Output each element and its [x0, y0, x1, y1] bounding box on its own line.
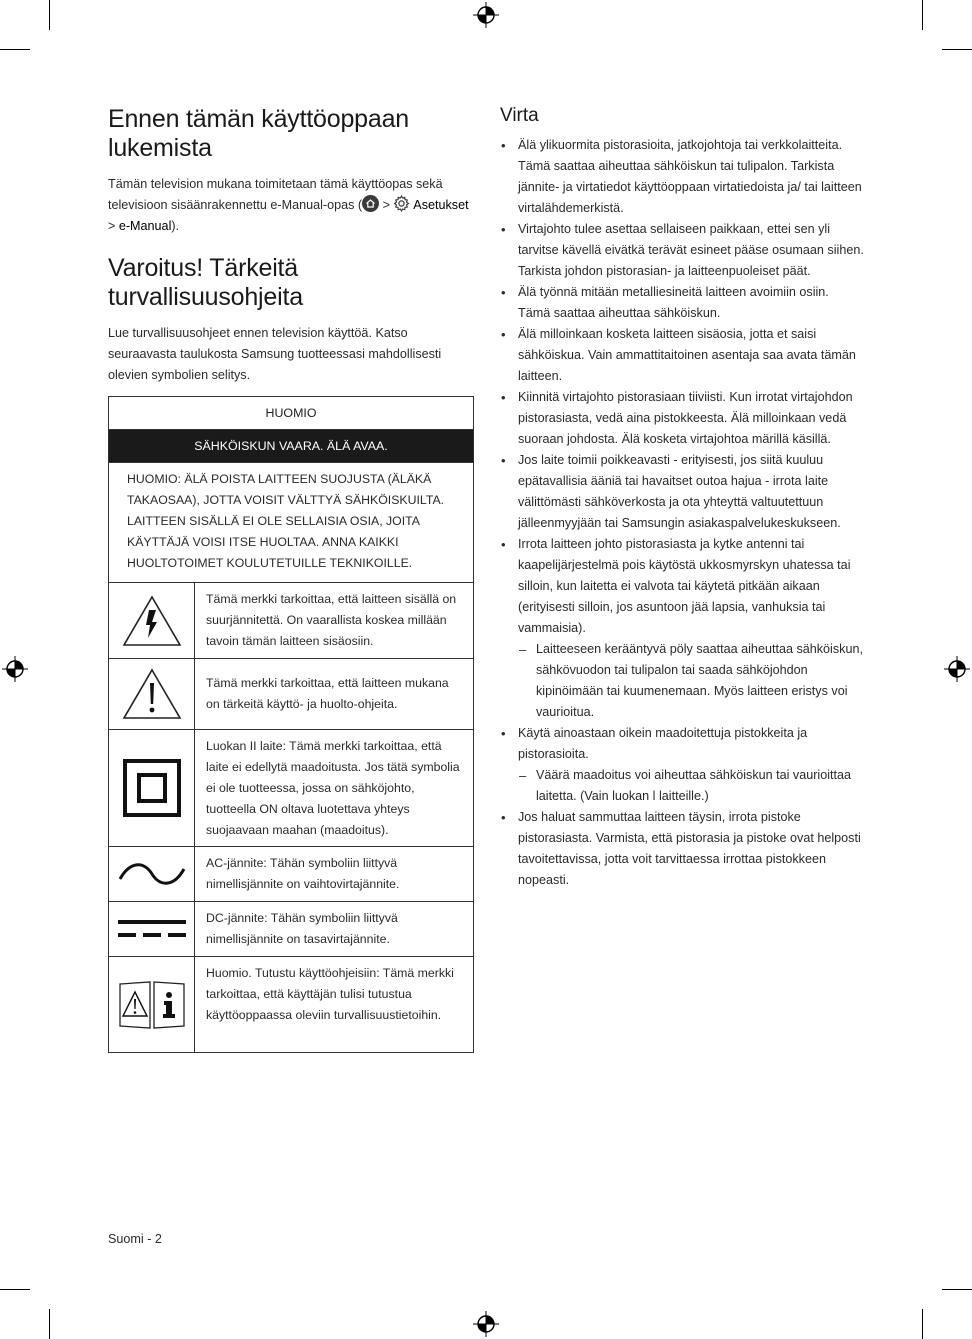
power-bullet-list — [500, 135, 864, 891]
section-title-warning: Varoitus! Tärkeitä turvallisuusohjeita — [108, 254, 303, 311]
breadcrumb-arrow: > — [108, 219, 119, 233]
table-row-text: Tämä merkki tarkoittaa, että laitteen sisällä on suurjännitettä. On vaarallista koskea millään tavoin tämän laitteen sisäosiin. — [206, 592, 457, 648]
list-item: • Jos laite toimii poikkeavasti - erityisesti, jos siitä kuuluu epätavallisia ääniä tai havaitset outoa hajua - irrota laite välittömästi sähköverkosta ja ota yhteyttä valtuutettuun jälleenmyyjään tai Samsungin asiakaspalvelukeskukseen. — [500, 450, 864, 534]
section-title-manual: Ennen tämän käyttöoppaan lukemista — [108, 105, 409, 162]
home-icon — [362, 195, 379, 212]
crop-mark — [922, 0, 923, 30]
class-ii-icon — [122, 758, 182, 818]
list-item: • Älä työnnä mitään metalliesineitä laitteen avoimiin osiin. Tämä saattaa aiheuttaa sähköiskun. — [500, 282, 864, 324]
ac-voltage-icon — [116, 859, 188, 889]
read-manual-icon — [117, 978, 187, 1032]
exclamation-triangle-icon — [121, 667, 183, 721]
manual-intro — [108, 174, 472, 237]
table-icon-cell — [109, 847, 195, 901]
crop-mark — [922, 1309, 923, 1339]
table-row — [109, 901, 473, 956]
table-row-text: Tämä merkki tarkoittaa, että laitteen mukana on tärkeitä käyttö- ja huolto-ohjeita. — [206, 676, 449, 711]
table-icon-cell — [109, 957, 195, 1052]
list-item: • Virtajohto tulee asettaa sellaiseen paikkaan, ettei sen yli tarvitse kävellä eivätkä terävät esineet pääse osumaan siihen. Tarkista johdon pistorasian- ja laitteenpuoleiset päät. — [500, 219, 864, 282]
dc-voltage-icon — [116, 917, 188, 941]
list-item: • Älä ylikuormita pistorasioita, jatkojohtoja tai verkkolaitteita. Tämä saattaa aiheuttaa sähköiskun tai tulipalon. Tarkista jännite- ja virtatiedot käyttöoppaan virtatiedoista ja/ tai laitteen virtalähdemerkistä. — [500, 135, 864, 219]
table-icon-cell — [109, 583, 195, 658]
intro-end: ). — [171, 219, 180, 233]
sub-bullet-list — [518, 765, 864, 807]
registration-mark-icon — [473, 2, 499, 28]
sub-list-item: – Laitteeseen kerääntyvä pöly saattaa aiheuttaa sähköiskun, sähkövuodon tai tulipalon tai saada sähköjohdon kipinöimään tai kuumenemaan. Myös laitteen eristys voi vaurioitua. — [518, 639, 864, 723]
crop-mark — [49, 0, 50, 30]
table-icon-cell — [109, 902, 195, 956]
emanual-label: e-Manual — [118, 219, 172, 233]
table-row — [109, 846, 473, 901]
section-title-power: Virta — [500, 105, 539, 126]
table-header: HUOMIO — [265, 406, 317, 420]
table-row-text: DC-jännite: Tähän symboliin liittyvä nimellisjännite on tasavirtajännite. — [206, 911, 398, 946]
crop-mark — [49, 1309, 50, 1339]
lightning-triangle-icon — [121, 594, 183, 648]
table-row — [109, 956, 473, 1052]
sub-bullet-list — [518, 639, 864, 723]
crop-mark — [0, 49, 30, 50]
settings-label: Asetukset — [413, 198, 469, 212]
crop-mark — [942, 49, 972, 50]
left-column — [108, 105, 472, 1053]
sub-list-item: – Väärä maadoitus voi aiheuttaa sähköiskun tai vaurioittaa laitetta. (Vain luokan l laitteille.) — [518, 765, 864, 807]
table-icon-cell — [109, 659, 195, 729]
list-item-text: Irrota laitteen johto pistorasiasta ja kytke antenni tai kaapelijärjestelmä pois käytöstä ukkosmyrskyn uhatessa tai silloin, kun laitetta ei valvota tai käytetä pitkään aikaan (erityisesti silloin, jos asuntoon jää lapsia, vanhuksia tai vammaisia). — [518, 537, 851, 635]
table-icon-cell — [109, 730, 195, 846]
list-item: • Jos haluat sammuttaa laitteen täysin, irrota pistoke pistorasiasta. Varmista, että pistorasia ja pistoke ovat helposti tavoitettavissa, jotta voit tarvittaessa irrottaa pistokkeen nopeasti. — [500, 807, 864, 891]
caution-text: HUOMIO: ÄLÄ POISTA LAITTEEN SUOJUSTA (ÄLÄKÄ TAKAOSAA), JOTTA VOISIT VÄLTTYÄ SÄHKÖISKUILTA. LAITTEEN SISÄLLÄ EI OLE SELLAISIA OSIA, JOITA KÄYTTÄJÄ VOISI ITSE HUOLTAA. ANNA KAIKKI HUOLTOTOIMET KOULUTETUILLE TEKNIKOILLE. — [109, 462, 473, 582]
safety-symbol-table — [108, 396, 474, 1053]
list-item: • Älä milloinkaan kosketa laitteen sisäosia, jotta et saisi sähköiskua. Vain ammattitaitoinen asentaja saa avata tämän laitteen. — [500, 324, 864, 387]
crop-mark — [942, 1289, 972, 1290]
table-row — [109, 658, 473, 729]
table-row — [109, 729, 473, 846]
page-footer: Suomi - 2 — [108, 1232, 162, 1246]
list-item: • Kiinnitä virtajohto pistorasiaan tiiviisti. Kun irrotat virtajohdon pistorasiasta, vedä aina pistokkeesta. Älä milloinkaan vedä suoraan johdosta. Älä kosketa virtajohtoa märillä käsillä. — [500, 387, 864, 450]
list-item — [500, 723, 864, 807]
registration-mark-icon — [944, 656, 970, 682]
table-row-text: Luokan II laite: Tämä merkki tarkoittaa, että laite ei edellytä maadoitusta. Jos tätä symbolia ei ole tuotteessa, jossa on sähköjohto, tuotteella ON oltava luotettava yhteys suojaavaan maahan (maadoitus). — [206, 739, 460, 837]
breadcrumb-separator: > — [379, 198, 394, 212]
manual-intro-text: Tämän television mukana toimitetaan tämä käyttöopas sekä televisioon sisäänrakennettu e-Manual-opas ( — [108, 177, 443, 212]
registration-mark-icon — [473, 1311, 499, 1337]
table-row — [109, 582, 473, 658]
shock-warning-banner: SÄHKÖISKUN VAARA. ÄLÄ AVAA. — [109, 429, 473, 462]
right-column — [500, 105, 864, 891]
table-row-text: Huomio. Tutustu käyttöohjeisiin: Tämä merkki tarkoittaa, että käyttäjän tulisi tutustua käyttöoppaassa oleviin turvallisuustietoihin. — [206, 966, 454, 1022]
registration-mark-icon — [2, 656, 28, 682]
gear-icon — [393, 195, 410, 212]
list-item-text: Käytä ainoastaan oikein maadoitettuja pistokkeita ja pistorasioita. — [518, 726, 808, 761]
warning-intro: Lue turvallisuusohjeet ennen television käyttöä. Katso seuraavasta taulukosta Samsung tuotteessasi mahdollisesti olevien symbolien selitys. — [108, 326, 442, 382]
table-row-text: AC-jännite: Tähän symboliin liittyvä nimellisjännite on vaihtovirtajännite. — [206, 856, 400, 891]
crop-mark — [0, 1289, 30, 1290]
list-item — [500, 534, 864, 723]
